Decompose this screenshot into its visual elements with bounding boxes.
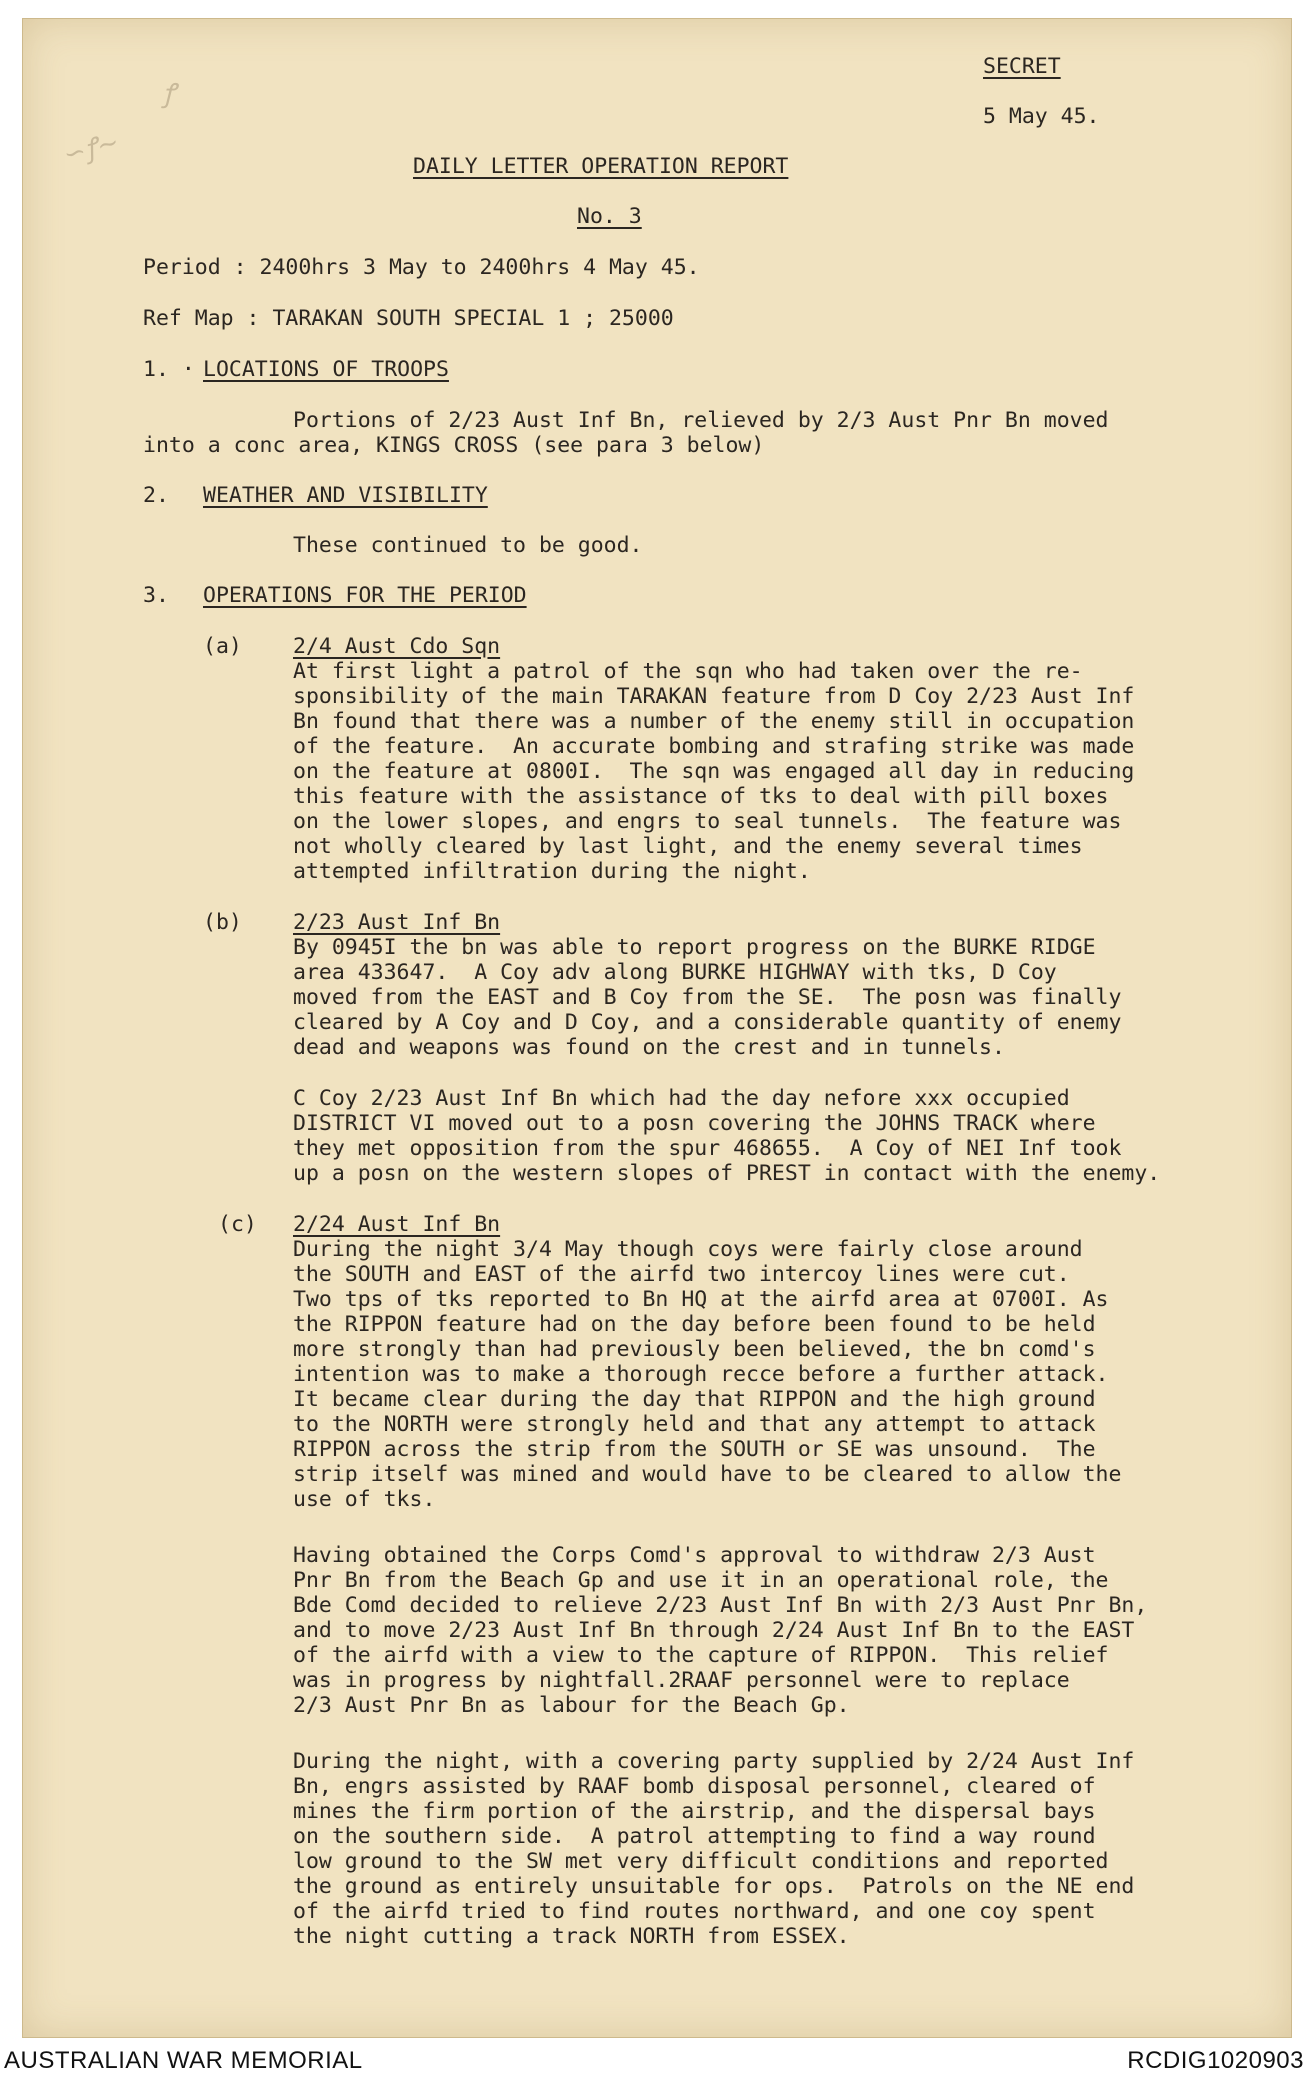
paragraph-line: Pnr Bn from the Beach Gp and use it in an operational role, the (293, 1568, 1109, 1593)
report-date: 5 May 45. (983, 104, 1100, 129)
paragraph-line: Bde Comd decided to relieve 2/23 Aust Inf Bn with 2/3 Aust Pnr Bn, (293, 1593, 1148, 1618)
paragraph-line: mines the firm portion of the airstrip, and the dispersal bays (293, 1799, 1096, 1824)
paragraph-line: C Coy 2/23 Aust Inf Bn which had the day nefore xxx occupied (293, 1086, 1070, 1111)
section-line: into a conc area, KINGS CROSS (see para 3 below) (143, 433, 765, 458)
footer-record-id: RCDIG1020903 (1127, 2047, 1304, 2074)
section-number: 3. (143, 583, 169, 608)
section-number: 2. (143, 483, 169, 508)
paragraph-line: RIPPON across the strip from the SOUTH or SE was unsound. The (293, 1437, 1096, 1462)
section-line: These continued to be good. (293, 533, 643, 558)
subsection-label: (b) (203, 910, 242, 935)
paragraph-line: strip itself was mined and would have to be cleared to allow the (293, 1462, 1122, 1487)
paragraph-line: attempted infiltration during the night. (293, 859, 811, 884)
period-line: Period : 2400hrs 3 May to 2400hrs 4 May 45. (143, 255, 700, 280)
paragraph-line: the RIPPON feature had on the day before been found to be held (293, 1312, 1096, 1337)
paragraph-line: to the NORTH were strongly held and that any attempt to attack (293, 1412, 1096, 1437)
paragraph-line: and to move 2/23 Aust Inf Bn through 2/24 Aust Inf Bn to the EAST (293, 1618, 1135, 1643)
paragraph-line: Bn, engrs assisted by RAAF bomb disposal personnel, cleared of (293, 1774, 1096, 1799)
section-heading: OPERATIONS FOR THE PERIOD (203, 583, 527, 608)
paragraph-line: use of tks. (293, 1487, 436, 1512)
paragraph-line: During the night, with a covering party supplied by 2/24 Aust Inf (293, 1749, 1135, 1774)
paragraph-line: At first light a patrol of the sqn who had taken over the re- (293, 659, 1083, 684)
subsection-heading: 2/23 Aust Inf Bn (293, 910, 501, 935)
pencil-mark: ꝭ (163, 79, 176, 109)
paragraph-line: area 433647. A Coy adv along BURKE HIGHWAY with tks, D Coy (293, 960, 1057, 985)
paragraph-line: By 0945I the bn was able to report progress on the BURKE RIDGE (293, 935, 1096, 960)
paragraph-line: this feature with the assistance of tks to deal with pill boxes (293, 784, 1109, 809)
footer-source: AUSTRALIAN WAR MEMORIAL (4, 2047, 363, 2074)
subsection-label: (c) (218, 1212, 257, 1237)
subsection-heading: 2/4 Aust Cdo Sqn (293, 634, 501, 659)
section-line: Portions of 2/23 Aust Inf Bn, relieved by 2/3 Aust Pnr Bn moved (293, 408, 1109, 433)
section-number: 1. · (143, 357, 195, 382)
paragraph-line: During the night 3/4 May though coys were fairly close around (293, 1237, 1083, 1262)
section-heading: WEATHER AND VISIBILITY (203, 483, 488, 508)
paragraph-line: moved from the EAST and B Coy from the SE. The posn was finally (293, 985, 1122, 1010)
paragraph-line: up a posn on the western slopes of PREST in contact with the enemy. (293, 1161, 1161, 1186)
subsection-heading: 2/24 Aust Inf Bn (293, 1212, 501, 1237)
paragraph-line: on the lower slopes, and engrs to seal tunnels. The feature was (293, 809, 1122, 834)
paragraph-line: sponsibility of the main TARAKAN feature from D Coy 2/23 Aust Inf (293, 684, 1135, 709)
paragraph-line: was in progress by nightfall.2RAAF personnel were to replace (293, 1668, 1070, 1693)
subsection-label: (a) (203, 634, 242, 659)
paragraph-line: It became clear during the day that RIPPON and the high ground (293, 1387, 1096, 1412)
paragraph-line: on the feature at 0800I. The sqn was engaged all day in reducing (293, 759, 1135, 784)
report-number: No. 3 (577, 204, 642, 229)
paragraph-line: Having obtained the Corps Comd's approval to withdraw 2/3 Aust (293, 1543, 1096, 1568)
pencil-scribble: ∽ꝭ∼ (60, 127, 123, 171)
paragraph-line: DISTRICT VI moved out to a posn covering the JOHNS TRACK where (293, 1111, 1096, 1136)
paragraph-line: of the airfd tried to find routes northward, and one coy spent (293, 1899, 1096, 1924)
paragraph-line: more strongly than had previously been believed, the bn comd's (293, 1337, 1096, 1362)
paragraph-line: the ground as entirely unsuitable for ops. Patrols on the NE end (293, 1874, 1135, 1899)
paragraph-line: low ground to the SW met very difficult conditions and reported (293, 1849, 1109, 1874)
paragraph-line: 2/3 Aust Pnr Bn as labour for the Beach Gp. (293, 1693, 850, 1718)
paragraph-line: of the feature. An accurate bombing and strafing strike was made (293, 734, 1135, 759)
paragraph-line: on the southern side. A patrol attempting to find a way round (293, 1824, 1096, 1849)
paragraph-line: the SOUTH and EAST of the airfd two intercoy lines were cut. (293, 1262, 1070, 1287)
section-heading: LOCATIONS OF TROOPS (203, 357, 449, 382)
paragraph-line: the night cutting a track NORTH from ESSEX. (293, 1924, 850, 1949)
paragraph-line: they met opposition from the spur 468655. A Coy of NEI Inf took (293, 1136, 1122, 1161)
paragraph-line: intention was to make a thorough recce before a further attack. (293, 1362, 1109, 1387)
paragraph-line: not wholly cleared by last light, and the enemy several times (293, 834, 1083, 859)
ref-map-line: Ref Map : TARAKAN SOUTH SPECIAL 1 ; 25000 (143, 306, 674, 331)
paragraph-line: Two tps of tks reported to Bn HQ at the airfd area at 0700I. As (293, 1287, 1109, 1312)
paragraph-line: of the airfd with a view to the capture of RIPPON. This relief (293, 1643, 1109, 1668)
report-title: DAILY LETTER OPERATION REPORT (413, 154, 789, 179)
classification-label: SECRET (983, 54, 1061, 79)
paragraph-line: cleared by A Coy and D Coy, and a considerable quantity of enemy (293, 1010, 1122, 1035)
paragraph-line: dead and weapons was found on the crest and in tunnels. (293, 1035, 1005, 1060)
paragraph-line: Bn found that there was a number of the enemy still in occupation (293, 709, 1135, 734)
